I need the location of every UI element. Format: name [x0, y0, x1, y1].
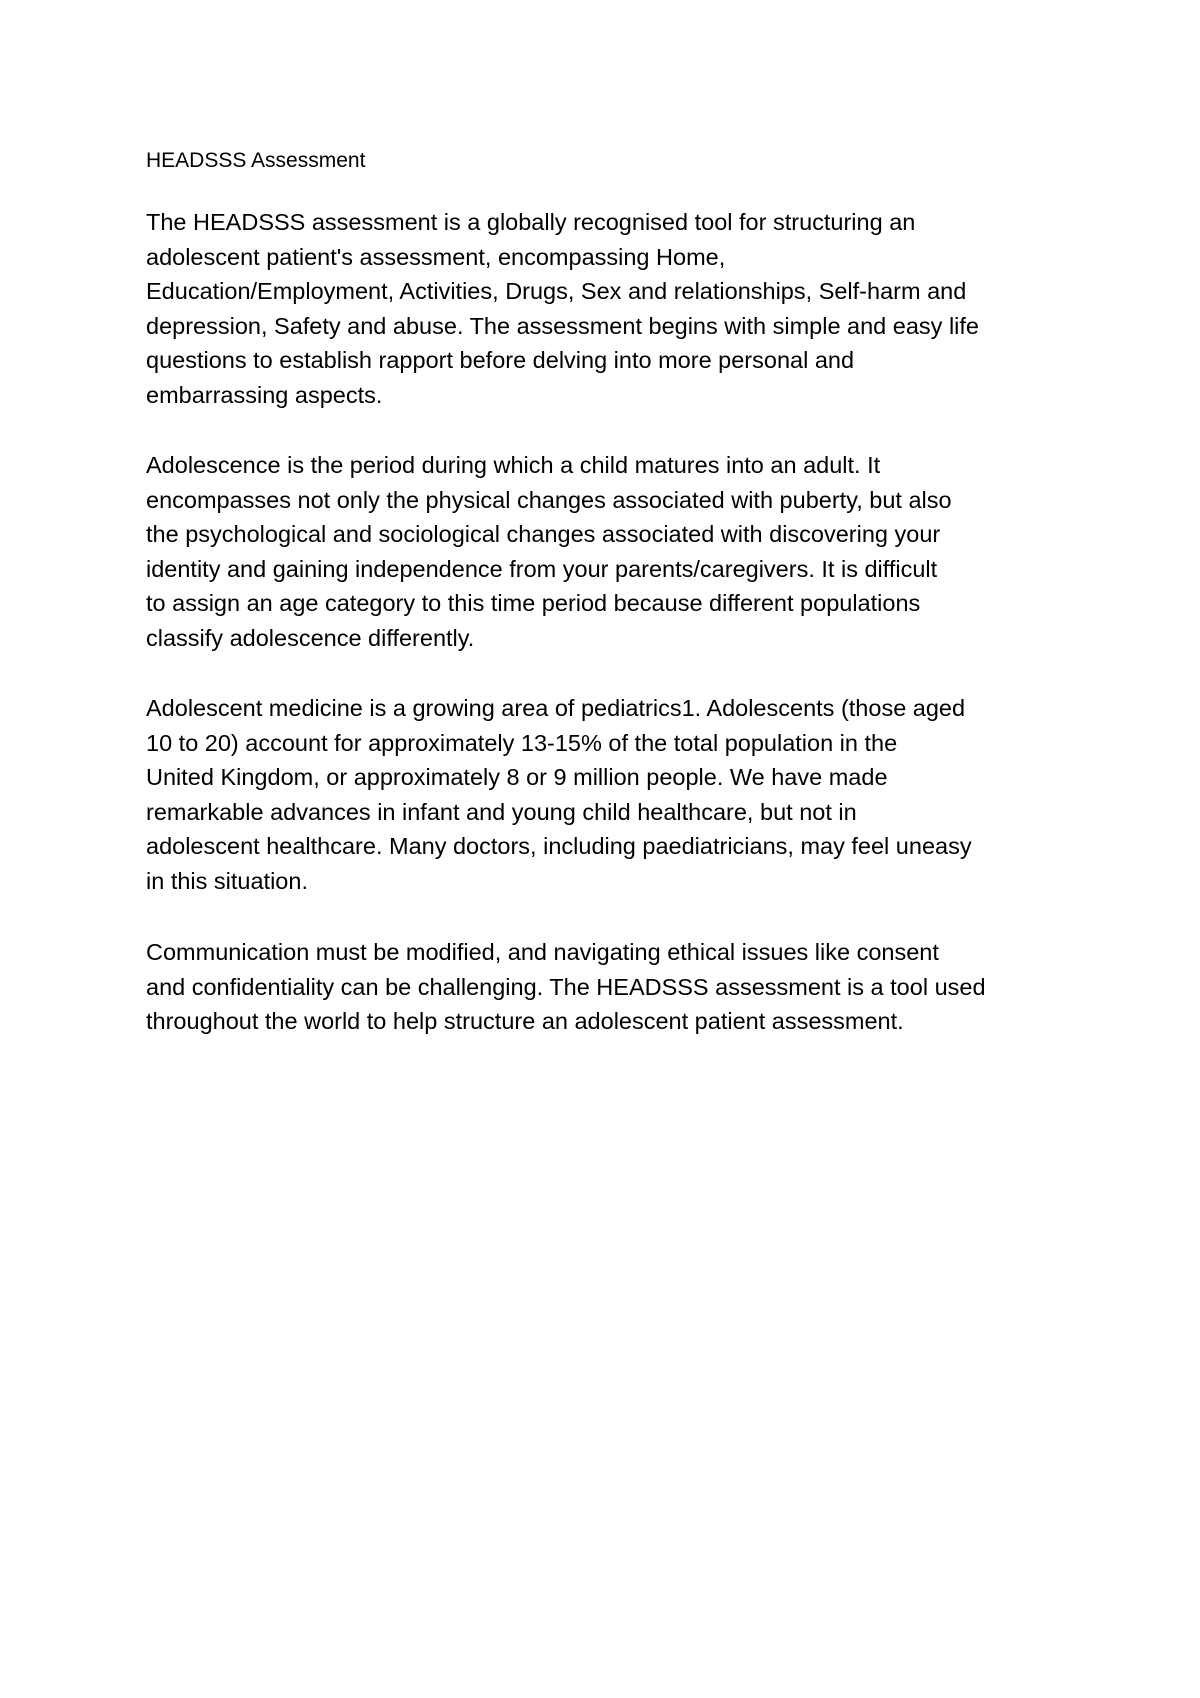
paragraph-adolescence-definition: Adolescence is the period during which a child matures into an adult. It encompasses not only the physical changes associated with puberty, but also the psychological and sociological changes associated with discovering your identity and gaining independence from your parents/caregivers. It is difficult to assign an age category to this time period because different populations classify adolescence differently.: [146, 452, 952, 651]
document-title: HEADSSS Assessment: [146, 149, 366, 172]
paragraph-headsss-overview: The HEADSSS assessment is a globally recognised tool for structuring an adolescent patient's assessment, encompassing Home, Education/Employment, Activities, Drugs, Sex and relationships, Self-harm and depression, Safety and abuse. The assessment begins with simple and easy life questions to establish rapport before delving into more personal and embarrassing aspects.: [146, 209, 979, 408]
paragraph-communication: Communication must be modified, and navigating ethical issues like consent and confidentiality can be challenging. The HEADSSS assessment is a tool used throughout the world to help structure an adolescent patient assessment.: [146, 939, 986, 1034]
paragraph-adolescent-medicine: Adolescent medicine is a growing area of pediatrics1. Adolescents (those aged 10 to 20) account for approximately 13-15% of the total population in the United Kingdom, or approximately 8 or 9 million people. We have made remarkable advances in infant and young child healthcare, but not in adolescent healthcare. Many doctors, including paediatricians, may feel uneasy in this situation.: [146, 695, 972, 894]
